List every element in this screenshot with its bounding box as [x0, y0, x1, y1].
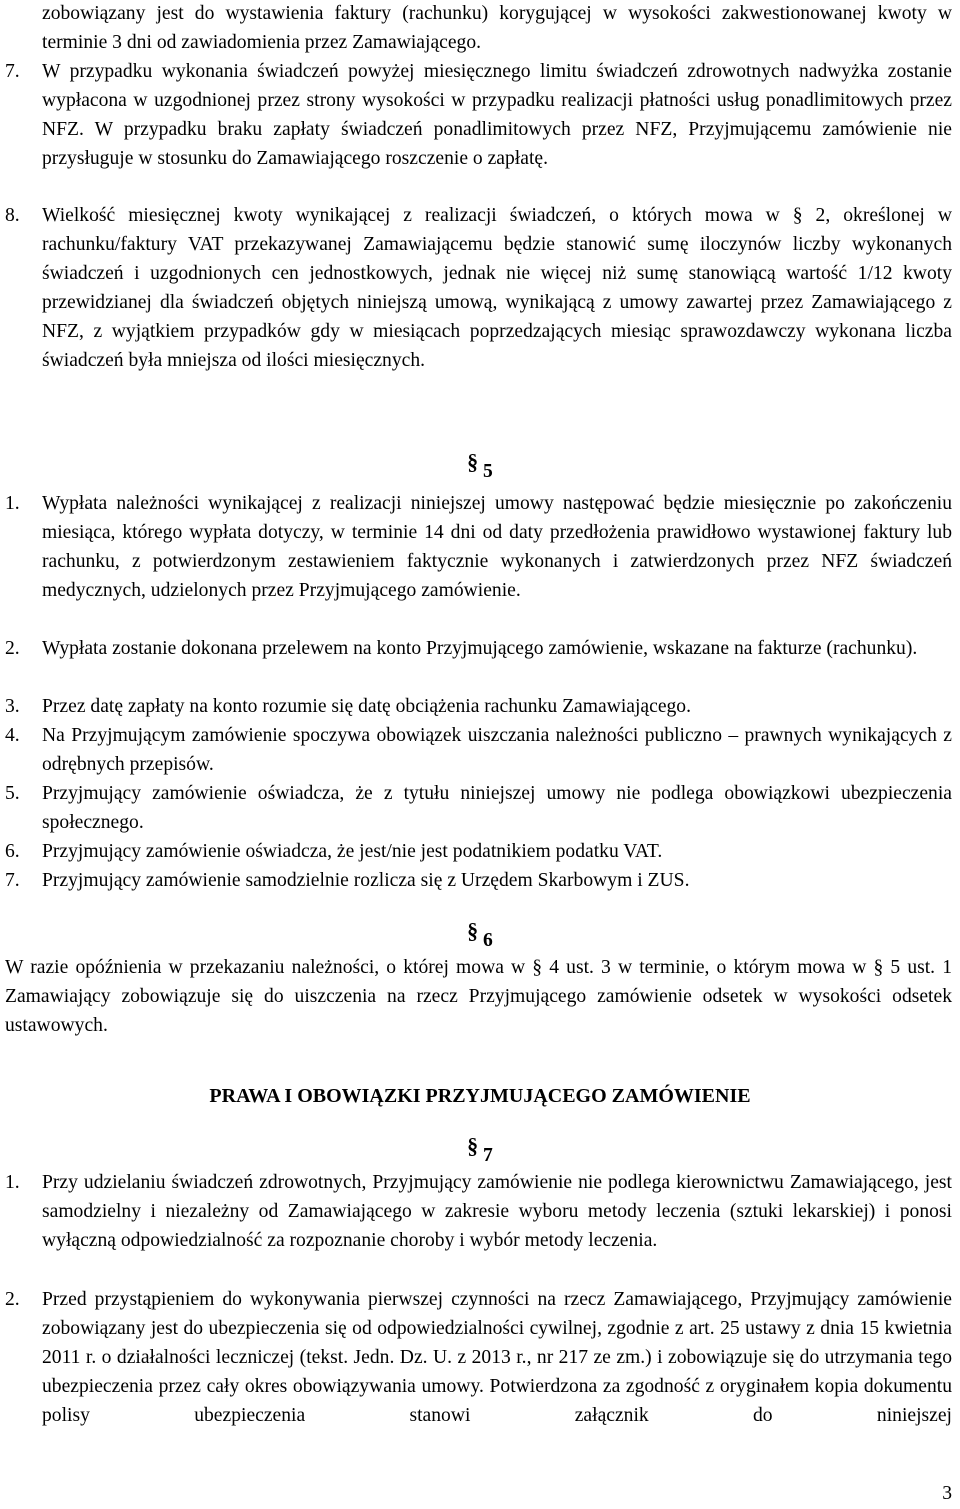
section-number: 5	[483, 461, 493, 482]
list-item	[5, 201, 952, 375]
list-item-number: 7.	[5, 870, 20, 891]
continuation-paragraph: zobowiązany jest do wystawienia faktury (rachunku) korygującej w wysokości zakwestionowanej kwoty w terminie 3 dni od zawiadomienia przez Zamawiającego.	[42, 3, 952, 53]
list-item	[5, 692, 952, 721]
section-symbol: §	[467, 1133, 479, 1158]
list-item	[5, 1285, 952, 1430]
list-item-text: Przez datę zapłaty na konto rozumie się datę obciążenia rachunku Zamawiającego.	[42, 696, 692, 717]
section-number: 6	[483, 930, 493, 951]
list-item	[5, 634, 952, 663]
list-item	[5, 489, 952, 605]
list-item-number: 5.	[5, 783, 20, 804]
list-item-number: 2.	[5, 1289, 20, 1310]
list-item	[5, 837, 952, 866]
list-item	[5, 866, 952, 895]
list-item-text: W przypadku wykonania świadczeń powyżej miesięcznego limitu świadczeń zdrowotnych nadwyżka zostanie wypłacona w uzgodnionej przez strony wysokości w przypadku realizacji płatności usług ponadlimitowych przez NFZ. W przypadku braku zapłaty świadczeń ponadlimitowych przez NFZ, Przyjmującemu zamówienie nie przysługuje w stosunku do Zamawiającego roszczenie o zapłatę.	[42, 61, 952, 169]
page-number: 3	[942, 1483, 952, 1504]
list-item-number: 6.	[5, 841, 20, 862]
list-item-number: 3.	[5, 696, 20, 717]
chapter-heading: PRAWA I OBOWIĄZKI PRZYJMUJĄCEGO ZAMÓWIENIE	[209, 1085, 751, 1107]
list-item-text: Przed przystąpieniem do wykonywania pierwszej czynności na rzecz Zamawiającego, Przyjmujący zamówienie zobowiązany jest do ubezpieczenia się od odpowiedzialności cywilnej, zgodnie z art. 25 ustawy z dnia 15 kwietnia 2011 r. o działalności leczniczej (tekst. Jedn. Dz. U. z 2013 r., nr 217 ze zm.) i zobowiązuje się do utrzymania tego ubezpieczenia przez cały okres obowiązywania umowy. Potwierdzona za zgodność z oryginałem kopia dokumentu polisy ubezpieczenia stanowi załącznik do niniejszej	[42, 1289, 952, 1426]
list-item-number: 8.	[5, 205, 20, 226]
section-symbol: §	[467, 918, 479, 943]
section-6-title	[0, 918, 960, 955]
list-item-number: 1.	[5, 1172, 20, 1193]
list-item	[5, 57, 952, 173]
list-item	[5, 721, 952, 779]
list-item-text: Wypłata zostanie dokonana przelewem na konto Przyjmującego zamówienie, wskazane na fakturze (rachunku).	[42, 638, 918, 659]
list-item-text: Na Przyjmującym zamówienie spoczywa obowiązek uiszczania należności publiczno – prawnych wynikających z odrębnych przepisów.	[42, 725, 952, 775]
list-item	[5, 1168, 952, 1255]
list-item-number: 7.	[5, 61, 20, 82]
list-item-number: 1.	[5, 493, 20, 514]
list-item-text: Przyjmujący zamówienie oświadcza, że jest/nie jest podatnikiem podatku VAT.	[42, 841, 663, 862]
section-number: 7	[483, 1145, 493, 1166]
section-symbol: §	[467, 449, 479, 474]
list-item	[5, 779, 952, 837]
list-item-number: 4.	[5, 725, 20, 746]
section-6-paragraph: W razie opóźnienia w przekazaniu należności, o której mowa w § 4 ust. 3 w terminie, o którym mowa w § 5 ust. 1 Zamawiający zobowiązuje się do uiszczenia na rzecz Przyjmującego zamówienie odsetek w wysokości odsetek ustawowych.	[5, 957, 952, 1036]
list-item-number: 2.	[5, 638, 20, 659]
list-item-text: Przyjmujący zamówienie oświadcza, że z tytułu niniejszej umowy nie podlega obowiązkowi ubezpieczenia społecznego.	[42, 783, 952, 833]
list-item-text: Przy udzielaniu świadczeń zdrowotnych, Przyjmujący zamówienie nie podlega kierownictwu Zamawiającego, jest samodzielny i niezależny od Zamawiającego w zakresie wyboru metody leczenia (sztuki lekarskiej) i ponosi wyłączną odpowiedzialność za rozpoznanie choroby i wybór metody leczenia.	[42, 1172, 952, 1251]
list-item-text: Wielkość miesięcznej kwoty wynikającej z realizacji świadczeń, o których mowa w § 2, określonej w rachunku/faktury VAT przekazywanej Zamawiającemu będzie stanowić sumę iloczynów liczby wykonanych świadczeń i uzgodnionych cen jednostkowych, jednak nie więcej niż sumę stanowiącą wartość 1/12 kwoty przewidzianej dla świadczeń objętych niniejszą umową, wynikającą z umowy zawartej przez Zamawiającego z NFZ, z wyjątkiem przypadków gdy w miesiącach poprzedzających miesiąc sprawozdawczy wykonana liczba świadczeń była mniejsza od ilości miesięcznych.	[42, 205, 952, 371]
section-7-title	[0, 1133, 960, 1170]
section-5-title	[0, 449, 960, 486]
list-item-text: Wypłata należności wynikającej z realizacji niniejszej umowy następować będzie miesięcznie po zakończeniu miesiąca, którego wypłata dotyczy, w terminie 14 dni od daty przedłożenia prawidłowo wystawionej faktury lub rachunku, z potwierdzonym zestawieniem faktycznie wykonanych i zatwierdzonych przez NFZ świadczeń medycznych, udzielonych przez Przyjmującego zamówienie.	[42, 493, 952, 601]
list-item-text: Przyjmujący zamówienie samodzielnie rozlicza się z Urzędem Skarbowym i ZUS.	[42, 870, 690, 891]
